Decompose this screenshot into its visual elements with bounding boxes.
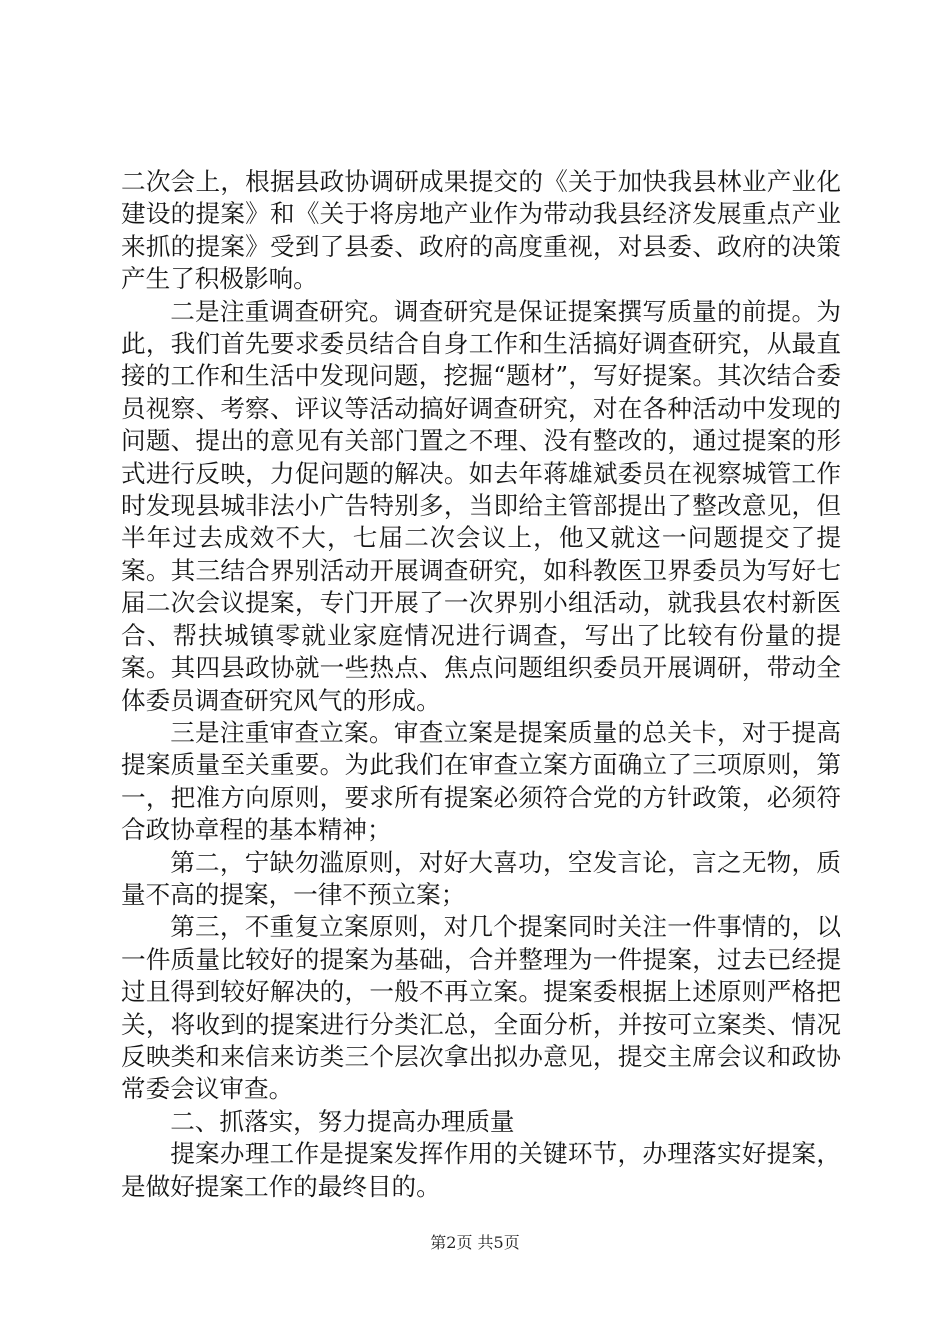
paragraph-second-principle: 第二，宁缺勿滥原则，对好大喜功，空发言论，言之无物，质量不高的提案，一律不预立案； — [121, 847, 841, 909]
body-text — [121, 166, 841, 1203]
page-footer — [0, 1230, 950, 1253]
paragraph-investigation-research: 二是注重调查研究。调查研究是保证提案撰写质量的前提。为此，我们首先要求委员结合自身工作和生活搞好调查研究，从最直接的工作和生活中发现问题，挖掘“题材”，写好提案。其次结合委员视察、考察、评议等活动搞好调查研究，对在各种活动中发现的问题、提出的意见有关部门置之不理、没有整改的，通过提案的形式进行反映，力促问题的解决。如去年蒋雄斌委员在视察城管工作时发现县城非法小广告特别多，当即给主管部提出了整改意见，但半年过去成效不大，七届二次会议上，他又就这一问题提交了提案。其三结合界别活动开展调查研究，如科教医卫界委员为写好七届二次会议提案，专门开展了一次界别小组活动，就我县农村新医合、帮扶城镇零就业家庭情况进行调查，写出了比较有份量的提案。其四县政协就一些热点、焦点问题组织委员开展调研，带动全体委员调查研究风气的形成。 — [121, 296, 841, 715]
section-heading-implementation: 二、抓落实，努力提高办理质量 — [170, 1106, 515, 1136]
paragraph-third-principle: 第三，不重复立案原则，对几个提案同时关注一件事情的，以一件质量比较好的提案为基础，合并整理为一件提案，过去已经提过且得到较好解决的，一般不再立案。提案委根据上述原则严格把关，将收到的提案进行分类汇总，全面分析，并按可立案类、情况反映类和来信来访类三个层次拿出拟办意见，提交主席会议和政协常委会议审查。 — [121, 912, 841, 1104]
paragraph-continuation: 二次会上，根据县政协调研成果提交的《关于加快我县林业产业化建设的提案》和《关于将房地产业作为带动我县经济发展重点产业来抓的提案》受到了县委、政府的高度重视，对县委、政府的决策产生了积极影响。 — [121, 167, 841, 294]
paragraph-handling-work: 提案办理工作是提案发挥作用的关键环节，办理落实好提案，是做好提案工作的最终目的。 — [121, 1139, 841, 1201]
paragraph-review-filing: 三是注重审查立案。审查立案是提案质量的总关卡，对于提高提案质量至关重要。为此我们在审查立案方面确立了三项原则，第一，把准方向原则，要求所有提案必须符合党的方针政策，必须符合政协章程的基本精神； — [121, 717, 841, 845]
page-number-label: 第2页 共5页 — [430, 1233, 520, 1252]
